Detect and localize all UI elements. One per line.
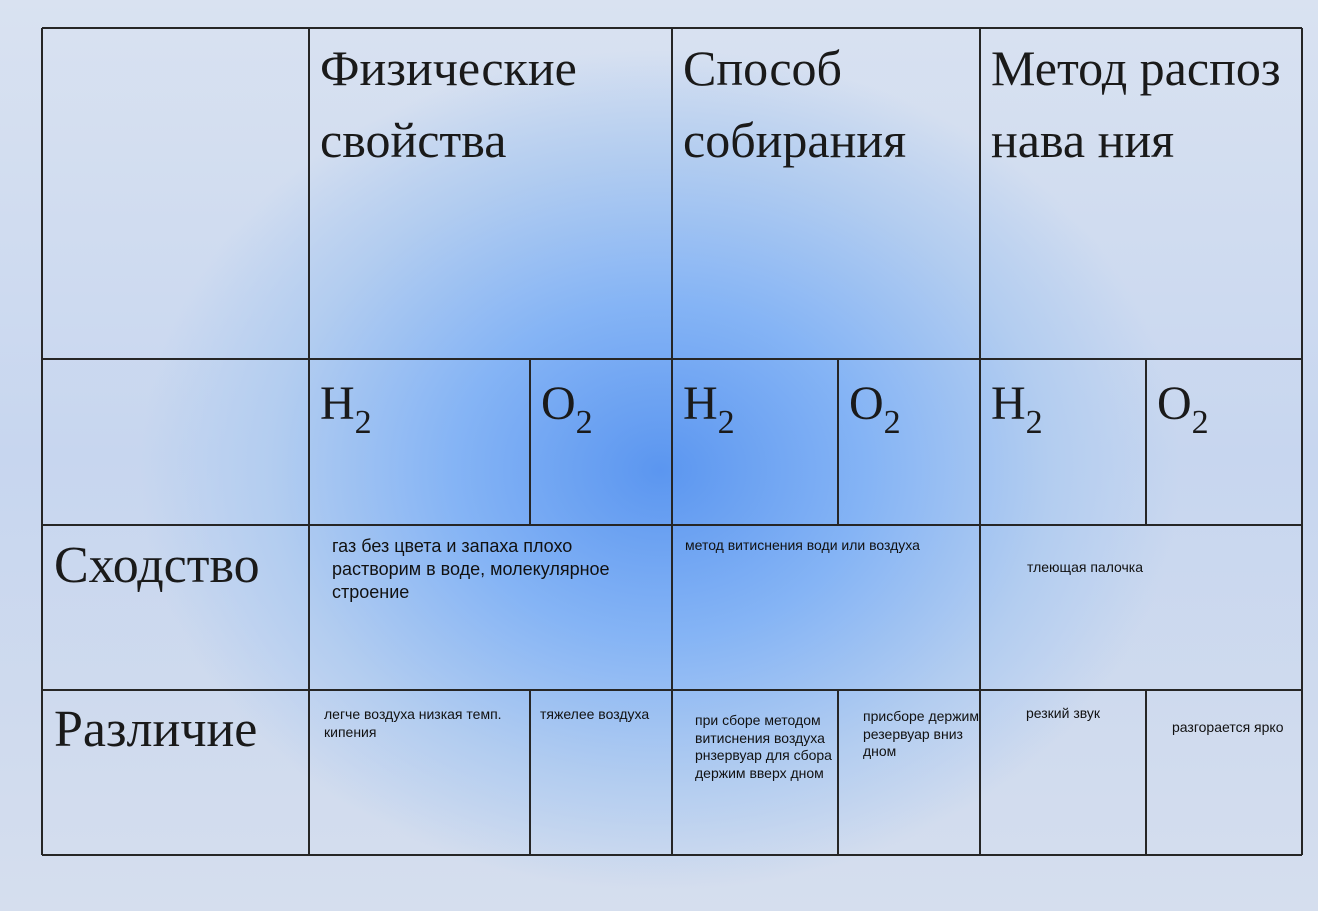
row-label-difference: Различие	[54, 701, 258, 758]
answer-similarity-recognition: тлеющая палочка	[1027, 559, 1144, 575]
answer-difference-recognition-o2: разгорается ярко	[1172, 719, 1284, 735]
gas-o2-collection: $O_2$	[849, 377, 901, 441]
header-collection-method: Способ собирания	[683, 40, 907, 168]
answer-similarity-physical: газ без цвета и запаха плохо растворим в воде, молекулярное строение	[332, 536, 610, 602]
gas-h2-physical: $H_2$	[320, 377, 372, 441]
answer-difference-recognition-h2: резкий звук	[1026, 705, 1101, 721]
answer-difference-physical-h2: легче воздуха низкая темп. кипения	[324, 706, 502, 740]
answer-difference-collection-h2: при сборе методом витиснения воздуха рнзервуар для сбора держим вверх дном	[695, 712, 832, 781]
row-label-similarity: Сходство	[54, 537, 260, 594]
answer-difference-physical-o2: тяжелее воздуха	[540, 706, 650, 722]
answer-similarity-collection: метод витиснения води или воздуха	[685, 537, 920, 553]
header-physical-properties: Физические свойства	[320, 40, 577, 168]
answer-difference-collection-o2: присборе держим резервуар вниз дном	[863, 708, 980, 759]
gas-h2-recognition: $H_2$	[991, 377, 1043, 441]
gas-o2-recognition: $O_2$	[1157, 377, 1209, 441]
gas-h2-collection: $H_2$	[683, 377, 735, 441]
header-recognition-method: Метод распознава ния	[991, 40, 1281, 168]
gas-o2-physical: $O_2$	[541, 377, 593, 441]
